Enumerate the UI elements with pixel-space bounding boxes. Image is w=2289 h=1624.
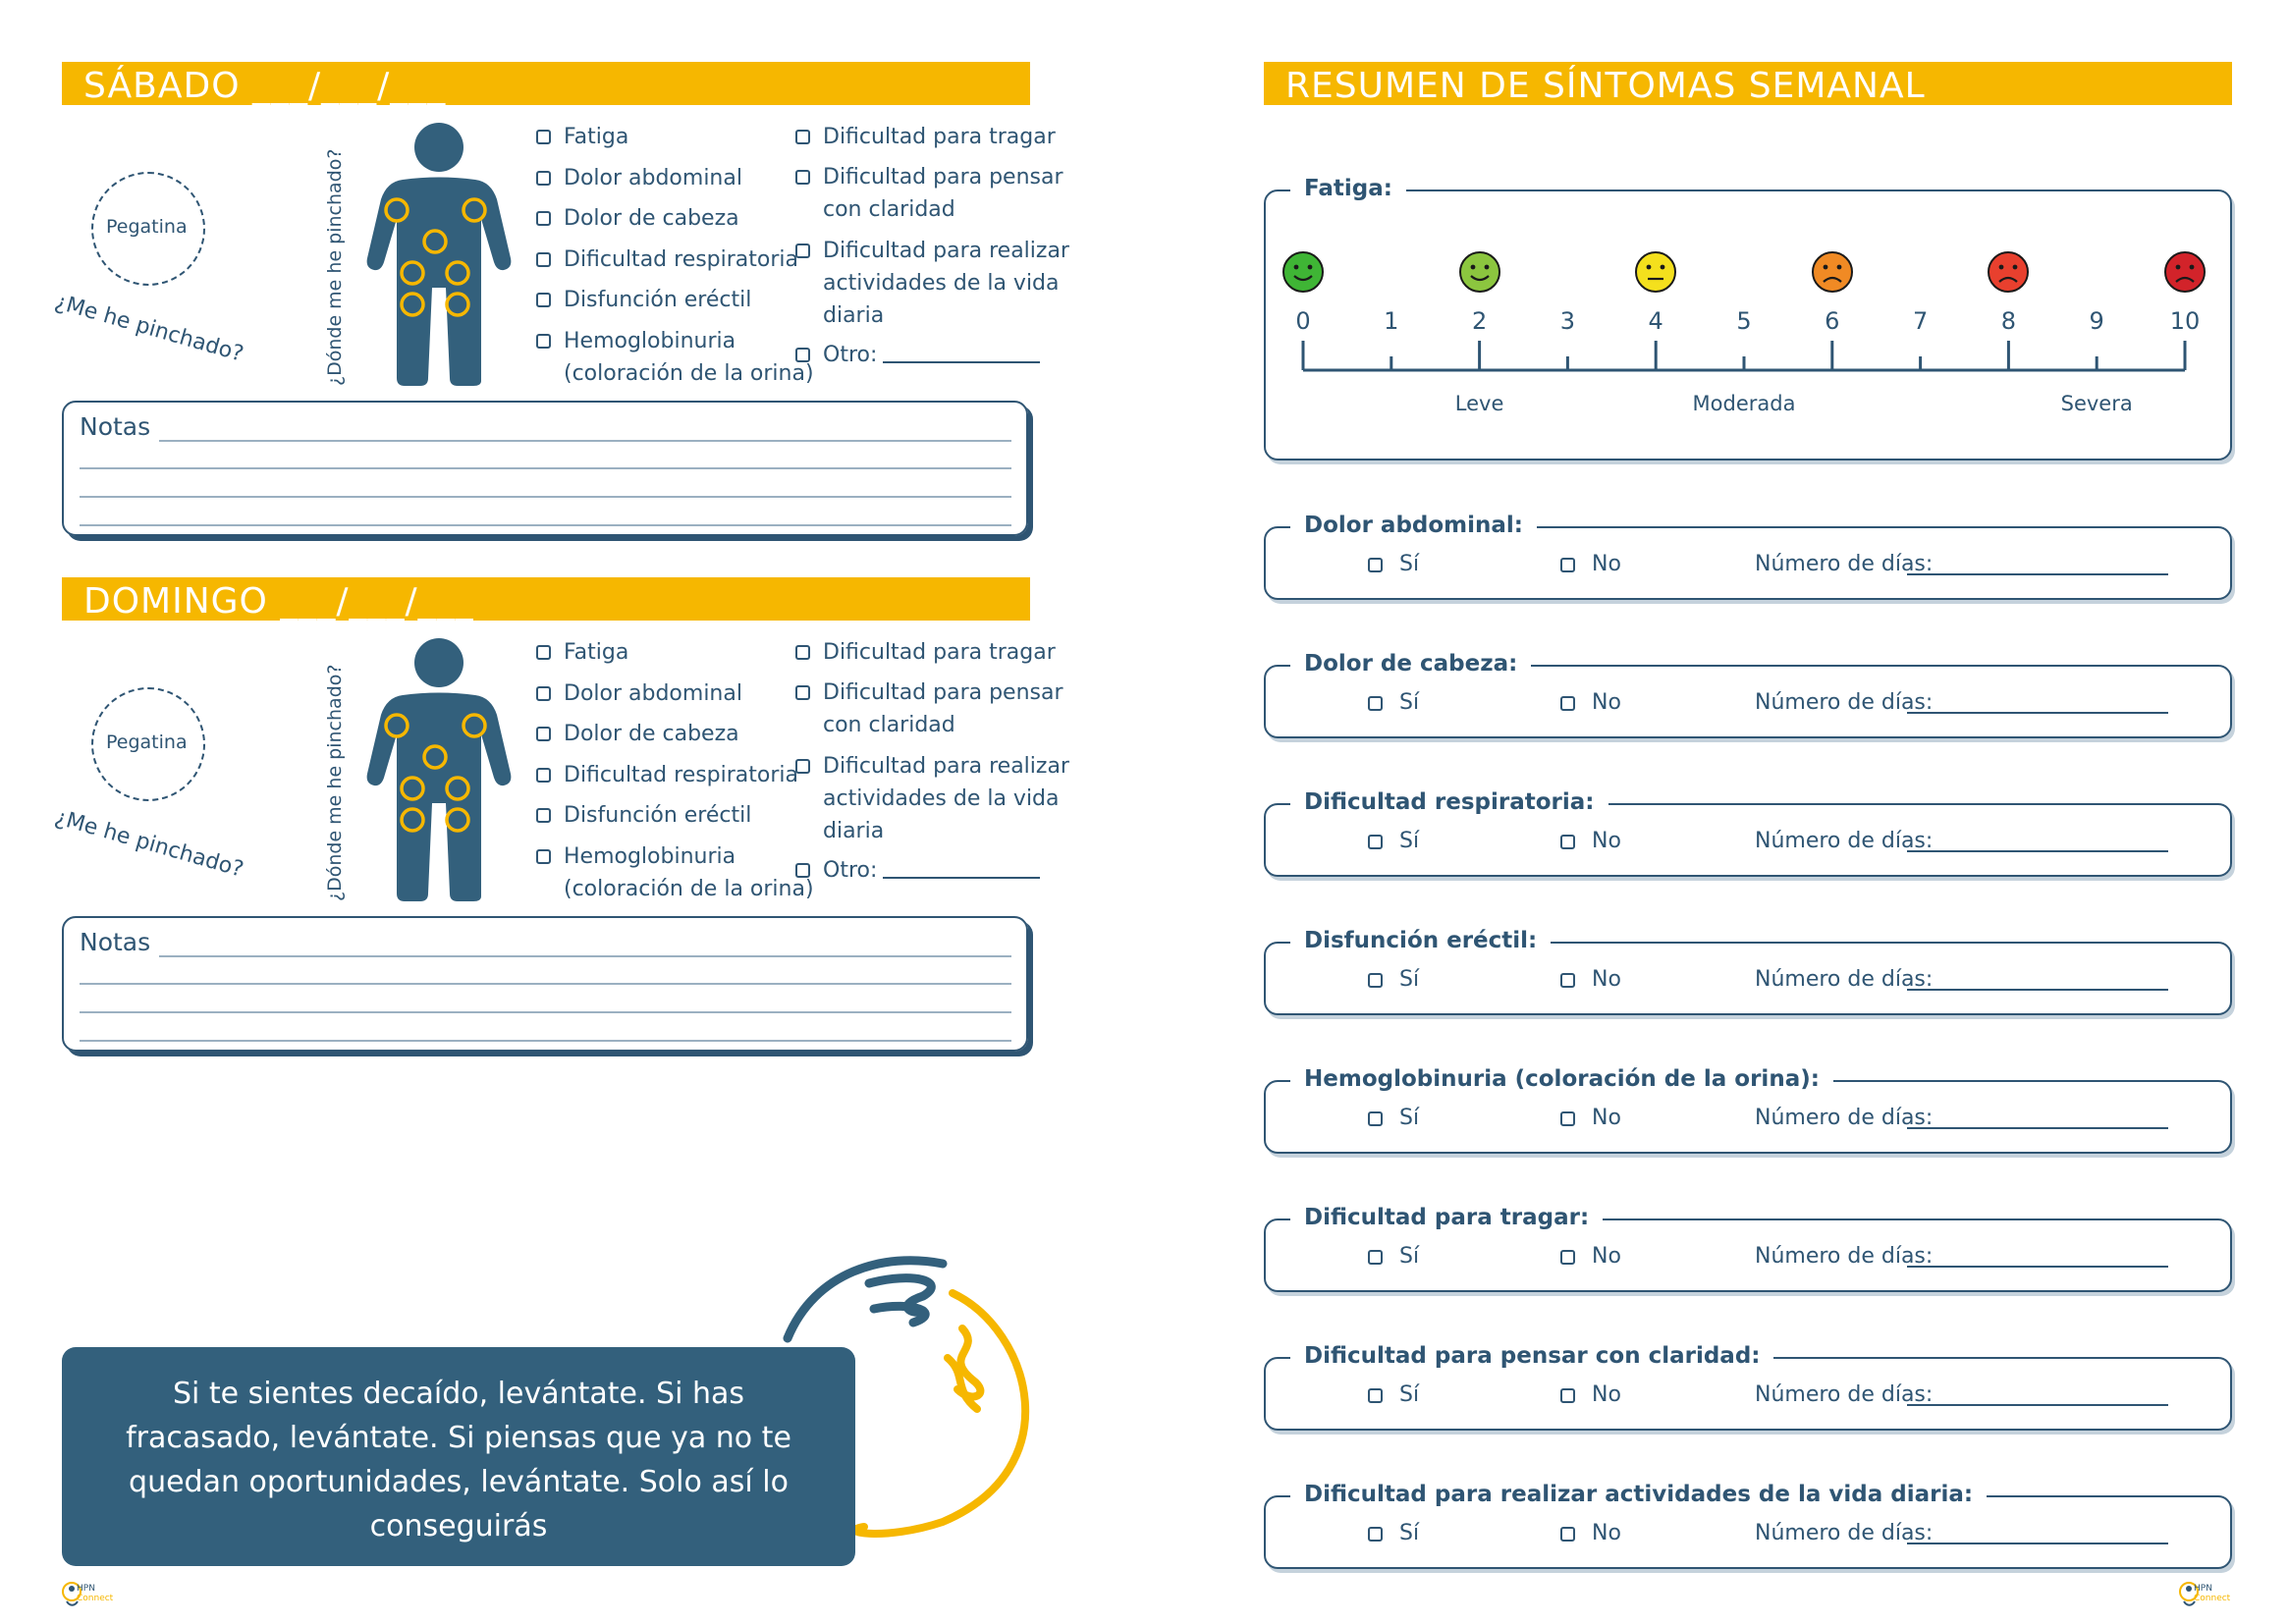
checkbox-icon[interactable] bbox=[1560, 558, 1575, 572]
symptom-continuation: actividades de la vida bbox=[823, 786, 1060, 811]
days-count-label: Número de días: bbox=[1755, 1382, 1934, 1407]
injection-site-icon[interactable] bbox=[399, 291, 426, 318]
symptom-continuation: diaria bbox=[823, 303, 885, 328]
summary-title-bar bbox=[1264, 62, 2232, 105]
injection-site-icon[interactable] bbox=[444, 775, 471, 802]
symptom-summary-label: Dificultad para realizar actividades de la vida diaria: bbox=[1290, 1482, 1987, 1507]
no-option[interactable]: No bbox=[1560, 690, 1621, 715]
symptom-checkbox[interactable]: Hemoglobinuria bbox=[536, 840, 736, 873]
symptom-summary-label: Dificultad para tragar: bbox=[1290, 1205, 1603, 1230]
logo-right bbox=[2178, 1580, 2247, 1614]
no-option[interactable]: No bbox=[1560, 967, 1621, 992]
scale-number: 8 bbox=[2000, 307, 2017, 335]
symptom-checkbox[interactable]: Dificultad respiratoria bbox=[536, 759, 798, 791]
symptom-checkbox[interactable]: Dolor abdominal bbox=[536, 162, 742, 194]
checkbox-icon[interactable] bbox=[1368, 973, 1383, 988]
scale-number: 3 bbox=[1559, 307, 1576, 335]
no-option[interactable]: No bbox=[1560, 1244, 1621, 1269]
symptom-summary-label: Dificultad para pensar con claridad: bbox=[1290, 1343, 1773, 1369]
checkbox-icon[interactable] bbox=[1560, 1111, 1575, 1126]
fatigue-scale-ruler bbox=[1301, 337, 2189, 376]
scale-number: 9 bbox=[2089, 307, 2104, 335]
day-title[interactable]: DOMINGO ___/___/___ bbox=[83, 581, 474, 622]
fatigue-label: Fatiga: bbox=[1290, 176, 1406, 201]
days-count-input[interactable] bbox=[1907, 850, 2168, 852]
injection-site-icon[interactable] bbox=[399, 806, 426, 834]
body-question: ¿Dónde me he pinchado? bbox=[324, 148, 346, 386]
checkbox-icon[interactable] bbox=[1560, 1388, 1575, 1403]
motivational-quote bbox=[62, 1347, 855, 1566]
checkbox-icon[interactable] bbox=[1560, 835, 1575, 849]
days-count-input[interactable] bbox=[1907, 989, 2168, 991]
checkbox-icon[interactable] bbox=[795, 244, 810, 258]
symptom-summary-row bbox=[1264, 1205, 2232, 1292]
notes-box[interactable] bbox=[62, 916, 1028, 1052]
logo-line1: HPN bbox=[2194, 1584, 2212, 1594]
injection-site-icon[interactable] bbox=[421, 743, 449, 771]
days-count-input[interactable] bbox=[1907, 1127, 2168, 1129]
symptom-checkbox[interactable]: Dolor de cabeza bbox=[536, 718, 739, 750]
symptom-summary-row bbox=[1264, 789, 2232, 877]
symptom-summary-row bbox=[1264, 1482, 2232, 1569]
notes-label: Notas bbox=[80, 412, 151, 441]
symptom-checkbox[interactable]: Fatiga bbox=[536, 636, 628, 669]
checkbox-icon[interactable] bbox=[536, 334, 551, 349]
symptom-summary-label: Dolor de cabeza: bbox=[1290, 651, 1531, 677]
injection-site-icon[interactable] bbox=[461, 712, 488, 739]
logo-line2: Connect bbox=[77, 1594, 114, 1603]
yes-option[interactable]: Sí bbox=[1368, 967, 1419, 992]
fatigue-scale-box bbox=[1264, 176, 2232, 460]
symptom-checkbox[interactable]: Dificultad para realizar bbox=[795, 235, 1069, 267]
days-count-input[interactable] bbox=[1907, 712, 2168, 714]
days-count-label: Número de días: bbox=[1755, 1106, 1934, 1130]
checkbox-icon[interactable] bbox=[536, 252, 551, 267]
day-header-domingo bbox=[62, 577, 1030, 621]
symptom-checkbox[interactable]: Hemoglobinuria bbox=[536, 325, 736, 357]
other-input-line[interactable] bbox=[883, 877, 1040, 879]
days-count-label: Número de días: bbox=[1755, 552, 1934, 576]
symptom-summary-row bbox=[1264, 651, 2232, 738]
scale-number: 2 bbox=[1471, 307, 1488, 335]
symptom-summary-row bbox=[1264, 928, 2232, 1015]
notes-box[interactable] bbox=[62, 401, 1028, 536]
scale-label: Leve bbox=[1454, 392, 1504, 415]
sticker-label: Pegatina bbox=[106, 216, 188, 238]
notes-label: Notas bbox=[80, 928, 151, 956]
symptom-checkbox[interactable]: Dificultad para pensar bbox=[795, 677, 1063, 709]
symptom-checkbox[interactable]: Dificultad para realizar bbox=[795, 750, 1069, 783]
checkbox-icon[interactable] bbox=[536, 171, 551, 186]
logo-line1: HPN bbox=[77, 1584, 95, 1594]
sticker-question: ¿Me he pinchado? bbox=[52, 805, 246, 883]
no-option[interactable]: No bbox=[1560, 552, 1621, 576]
yes-option[interactable]: Sí bbox=[1368, 1521, 1419, 1545]
symptom-summary-label: Dolor abdominal: bbox=[1290, 513, 1537, 538]
symptom-note: (coloración de la orina) bbox=[564, 361, 814, 386]
checkbox-icon[interactable] bbox=[795, 170, 810, 185]
symptom-other[interactable]: Otro: bbox=[795, 339, 1040, 371]
days-count-label: Número de días: bbox=[1755, 1521, 1934, 1545]
scale-number: 5 bbox=[1736, 307, 1752, 335]
checkbox-icon[interactable] bbox=[795, 645, 810, 660]
checkbox-icon[interactable] bbox=[1368, 1250, 1383, 1265]
summary-title: RESUMEN DE SÍNTOMAS SEMANAL bbox=[1285, 66, 1926, 106]
body-question: ¿Dónde me he pinchado? bbox=[324, 664, 346, 901]
checkbox-icon[interactable] bbox=[536, 768, 551, 783]
face-icon[interactable] bbox=[1458, 250, 1501, 294]
symptom-summary-row bbox=[1264, 1343, 2232, 1431]
symptom-checkbox[interactable]: Dificultad para tragar bbox=[795, 636, 1056, 669]
injection-site-icon[interactable] bbox=[444, 806, 471, 834]
notes-line[interactable] bbox=[80, 983, 1011, 985]
no-option[interactable]: No bbox=[1560, 1521, 1621, 1545]
notes-line[interactable] bbox=[159, 440, 1011, 442]
symptom-checkbox[interactable]: Dificultad para pensar bbox=[795, 161, 1063, 193]
checkbox-icon[interactable] bbox=[795, 348, 810, 362]
injection-site-icon[interactable] bbox=[383, 712, 410, 739]
face-icon[interactable] bbox=[1811, 250, 1854, 294]
injection-site-icon[interactable] bbox=[461, 196, 488, 224]
scale-number: 1 bbox=[1384, 307, 1399, 335]
checkbox-icon[interactable] bbox=[1560, 973, 1575, 988]
symptom-checkbox[interactable]: Disfunción eréctil bbox=[536, 799, 751, 832]
no-option[interactable]: No bbox=[1560, 1106, 1621, 1130]
injection-site-icon[interactable] bbox=[399, 775, 426, 802]
days-count-label: Número de días: bbox=[1755, 967, 1934, 992]
notes-line[interactable] bbox=[159, 955, 1011, 957]
notes-line[interactable] bbox=[80, 524, 1011, 526]
no-option[interactable]: No bbox=[1560, 829, 1621, 853]
days-count-input[interactable] bbox=[1907, 573, 2168, 575]
notes-line[interactable] bbox=[80, 1040, 1011, 1042]
scale-number: 7 bbox=[1912, 307, 1929, 335]
logo-line2: Connect bbox=[2194, 1594, 2231, 1603]
checkbox-icon[interactable] bbox=[536, 130, 551, 144]
checkbox-icon[interactable] bbox=[795, 863, 810, 878]
checkbox-icon[interactable] bbox=[1560, 1250, 1575, 1265]
symptom-summary-row bbox=[1264, 513, 2232, 600]
symptom-checkbox[interactable]: Dolor abdominal bbox=[536, 677, 742, 710]
yes-option[interactable]: Sí bbox=[1368, 1106, 1419, 1130]
symptom-summary-label: Hemoglobinuria (coloración de la orina): bbox=[1290, 1066, 1833, 1092]
days-count-label: Número de días: bbox=[1755, 690, 1934, 715]
scale-number: 0 bbox=[1295, 307, 1311, 335]
yes-option[interactable]: Sí bbox=[1368, 1244, 1419, 1269]
checkbox-icon[interactable] bbox=[536, 727, 551, 741]
notes-line[interactable] bbox=[80, 1011, 1011, 1013]
scale-number: 6 bbox=[1825, 307, 1840, 335]
scale-number: 4 bbox=[1648, 307, 1663, 335]
days-count-input[interactable] bbox=[1907, 1266, 2168, 1268]
days-count-input[interactable] bbox=[1907, 1543, 2168, 1544]
scale-number: 10 bbox=[2169, 307, 2201, 335]
quote-text: Si te sientes decaído, levántate. Si has fracasado, levántate. Si piensas que ya no te quedan oportunidades, levántate. Solo así lo conseguirás bbox=[126, 1377, 791, 1543]
symptom-checkbox[interactable]: Fatiga bbox=[536, 121, 628, 153]
sticker-question: ¿Me he pinchado? bbox=[52, 290, 246, 367]
injection-site-icon[interactable] bbox=[444, 291, 471, 318]
symptom-continuation: actividades de la vida bbox=[823, 271, 1060, 296]
checkbox-icon[interactable] bbox=[795, 130, 810, 144]
symptom-summary-label: Disfunción eréctil: bbox=[1290, 928, 1551, 953]
days-count-input[interactable] bbox=[1907, 1404, 2168, 1406]
yes-option[interactable]: Sí bbox=[1368, 552, 1419, 576]
symptom-checkbox[interactable]: Disfunción eréctil bbox=[536, 284, 751, 316]
checkbox-icon[interactable] bbox=[536, 293, 551, 307]
symptom-continuation: con claridad bbox=[823, 713, 955, 737]
symptom-continuation: diaria bbox=[823, 819, 885, 843]
other-input-line[interactable] bbox=[883, 361, 1040, 363]
checkbox-icon[interactable] bbox=[536, 645, 551, 660]
checkbox-icon[interactable] bbox=[536, 686, 551, 701]
symptom-note: (coloración de la orina) bbox=[564, 877, 814, 901]
logo-left bbox=[61, 1580, 130, 1614]
checkbox-icon[interactable] bbox=[536, 211, 551, 226]
checkbox-icon[interactable] bbox=[1560, 1527, 1575, 1542]
checkbox-icon[interactable] bbox=[1368, 1111, 1383, 1126]
day-header-sabado bbox=[62, 62, 1030, 105]
days-count-label: Número de días: bbox=[1755, 829, 1934, 853]
symptom-checkbox[interactable]: Dificultad para tragar bbox=[795, 121, 1056, 153]
checkbox-icon[interactable] bbox=[536, 808, 551, 823]
sticker-label: Pegatina bbox=[106, 731, 188, 753]
injection-site-icon[interactable] bbox=[444, 259, 471, 287]
injection-site-icon[interactable] bbox=[383, 196, 410, 224]
yes-option[interactable]: Sí bbox=[1368, 829, 1419, 853]
face-icon[interactable] bbox=[1987, 250, 2030, 294]
notes-line[interactable] bbox=[80, 496, 1011, 498]
checkbox-icon[interactable] bbox=[1368, 696, 1383, 711]
symptom-summary-row bbox=[1264, 1066, 2232, 1154]
scale-label: Moderada bbox=[1692, 392, 1796, 415]
checkbox-icon[interactable] bbox=[1368, 835, 1383, 849]
checkbox-icon[interactable] bbox=[795, 759, 810, 774]
face-icon[interactable] bbox=[1634, 250, 1677, 294]
yes-option[interactable]: Sí bbox=[1368, 690, 1419, 715]
yes-option[interactable]: Sí bbox=[1368, 1382, 1419, 1407]
checkbox-icon[interactable] bbox=[536, 849, 551, 864]
checkbox-icon[interactable] bbox=[1368, 1388, 1383, 1403]
symptom-continuation: con claridad bbox=[823, 197, 955, 222]
symptom-checkbox[interactable]: Dificultad respiratoria bbox=[536, 244, 798, 276]
symptom-summary-label: Dificultad respiratoria: bbox=[1290, 789, 1608, 815]
symptom-checkbox[interactable]: Dolor de cabeza bbox=[536, 202, 739, 235]
checkbox-icon[interactable] bbox=[795, 685, 810, 700]
notes-line[interactable] bbox=[80, 467, 1011, 469]
days-count-label: Número de días: bbox=[1755, 1244, 1934, 1269]
symptom-other[interactable]: Otro: bbox=[795, 854, 1040, 887]
checkbox-icon[interactable] bbox=[1368, 1527, 1383, 1542]
day-title[interactable]: SÁBADO ___/___/___ bbox=[83, 66, 447, 106]
injection-site-icon[interactable] bbox=[399, 259, 426, 287]
scale-label: Severa bbox=[2060, 392, 2133, 415]
checkbox-icon[interactable] bbox=[1368, 558, 1383, 572]
face-icon[interactable] bbox=[2163, 250, 2207, 294]
face-icon[interactable] bbox=[1281, 250, 1325, 294]
injection-site-icon[interactable] bbox=[421, 228, 449, 255]
no-option[interactable]: No bbox=[1560, 1382, 1621, 1407]
checkbox-icon[interactable] bbox=[1560, 696, 1575, 711]
